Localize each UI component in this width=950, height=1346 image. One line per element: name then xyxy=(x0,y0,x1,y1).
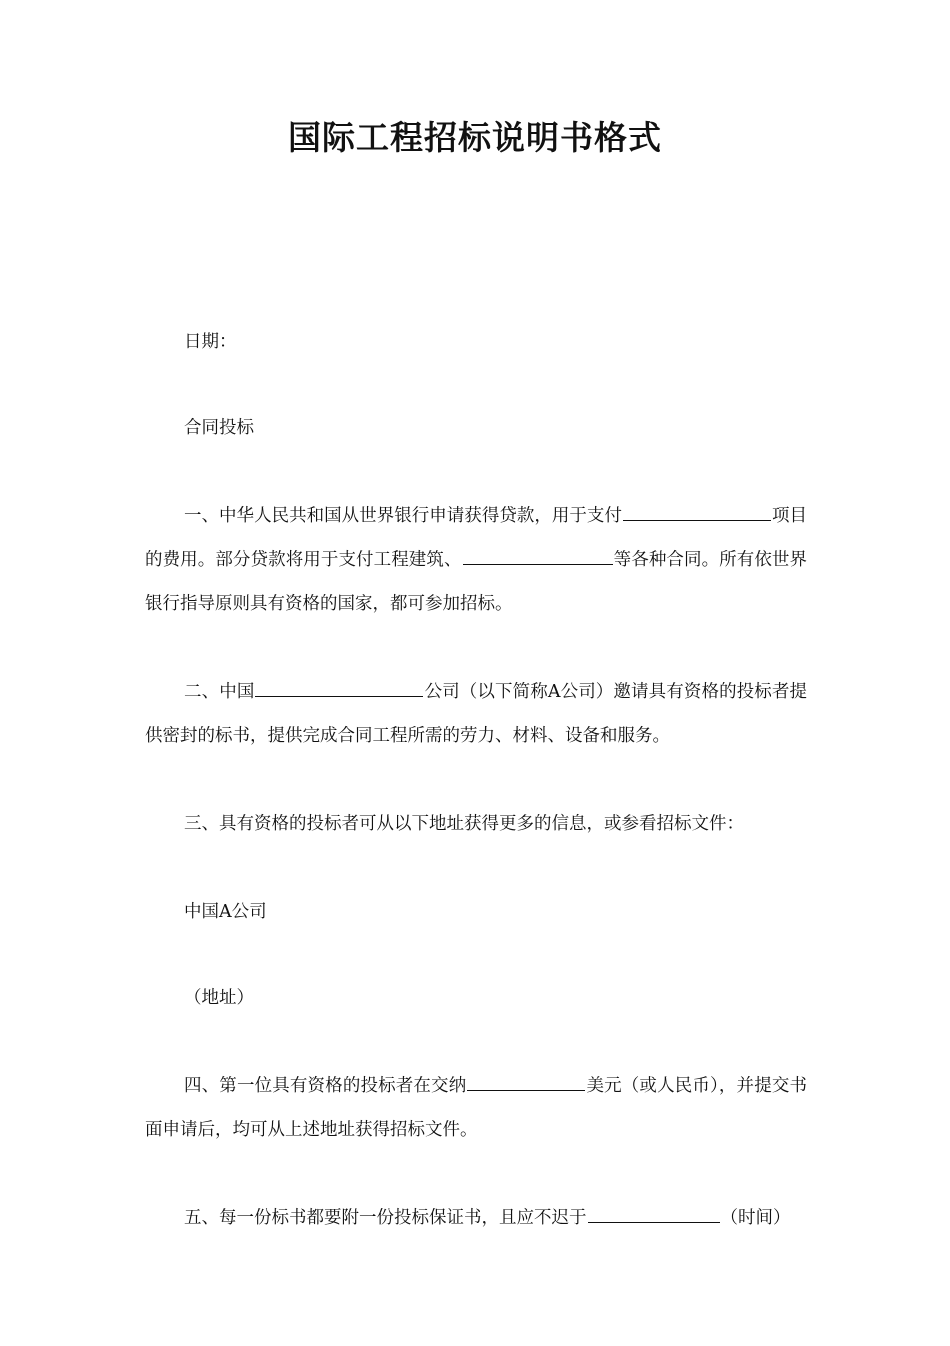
contract-label: 合同投标 xyxy=(184,418,254,438)
paragraph-3-text: 三、具有资格的投标者可从以下地址获得更多的信息，或参看招标文件： xyxy=(184,814,744,834)
address-line xyxy=(145,976,807,1020)
paragraph-4 xyxy=(145,1064,807,1152)
paragraph-2 xyxy=(145,670,807,758)
paragraph-1-text-c: 等各种合同。所有依世界银行指导原则具有资格的国家，都可参加招标。 xyxy=(145,550,808,614)
paragraph-3 xyxy=(145,802,807,846)
paragraph-5 xyxy=(145,1196,807,1240)
paragraph-4-text-b: 美元（或人民币），并提交书面申请后，均可从上述地址获得招标文件。 xyxy=(145,1076,807,1140)
date-label: 日期： xyxy=(184,332,237,352)
paragraph-1-text-b: 项目的费用。部分贷款将用于支付工程建筑、 xyxy=(145,506,808,570)
company-name: 中国A公司 xyxy=(184,902,267,922)
paragraph-5-text-a: 五、每一份标书都要附一份投标保证书，且应不迟于 xyxy=(184,1208,587,1228)
paragraph-2-text-b: 公司（以下简称A公司）邀请具有资格的投标者提供密封的标书，提供完成合同工程所需的劳力、材料、设备和服务。 xyxy=(145,682,808,746)
blank-project-name[interactable] xyxy=(623,499,771,521)
date-line xyxy=(145,320,807,364)
blank-contract-types[interactable] xyxy=(463,543,613,565)
blank-fee-amount[interactable] xyxy=(467,1069,585,1091)
blank-deadline-time[interactable] xyxy=(588,1201,720,1223)
blank-company-name[interactable] xyxy=(255,675,423,697)
paragraph-1 xyxy=(145,494,807,626)
document-title: 国际工程招标说明书格式 xyxy=(288,118,662,157)
contract-heading xyxy=(145,406,807,450)
paragraph-4-text-a: 四、第一位具有资格的投标者在交纳 xyxy=(184,1076,467,1096)
company-line xyxy=(145,890,807,934)
paragraph-5-text-b: （时间） xyxy=(720,1208,791,1228)
paragraph-2-text-a: 二、中国 xyxy=(184,682,255,702)
address-placeholder: （地址） xyxy=(184,988,254,1008)
paragraph-1-text-a: 一、中华人民共和国从世界银行申请获得贷款，用于支付 xyxy=(184,506,622,526)
